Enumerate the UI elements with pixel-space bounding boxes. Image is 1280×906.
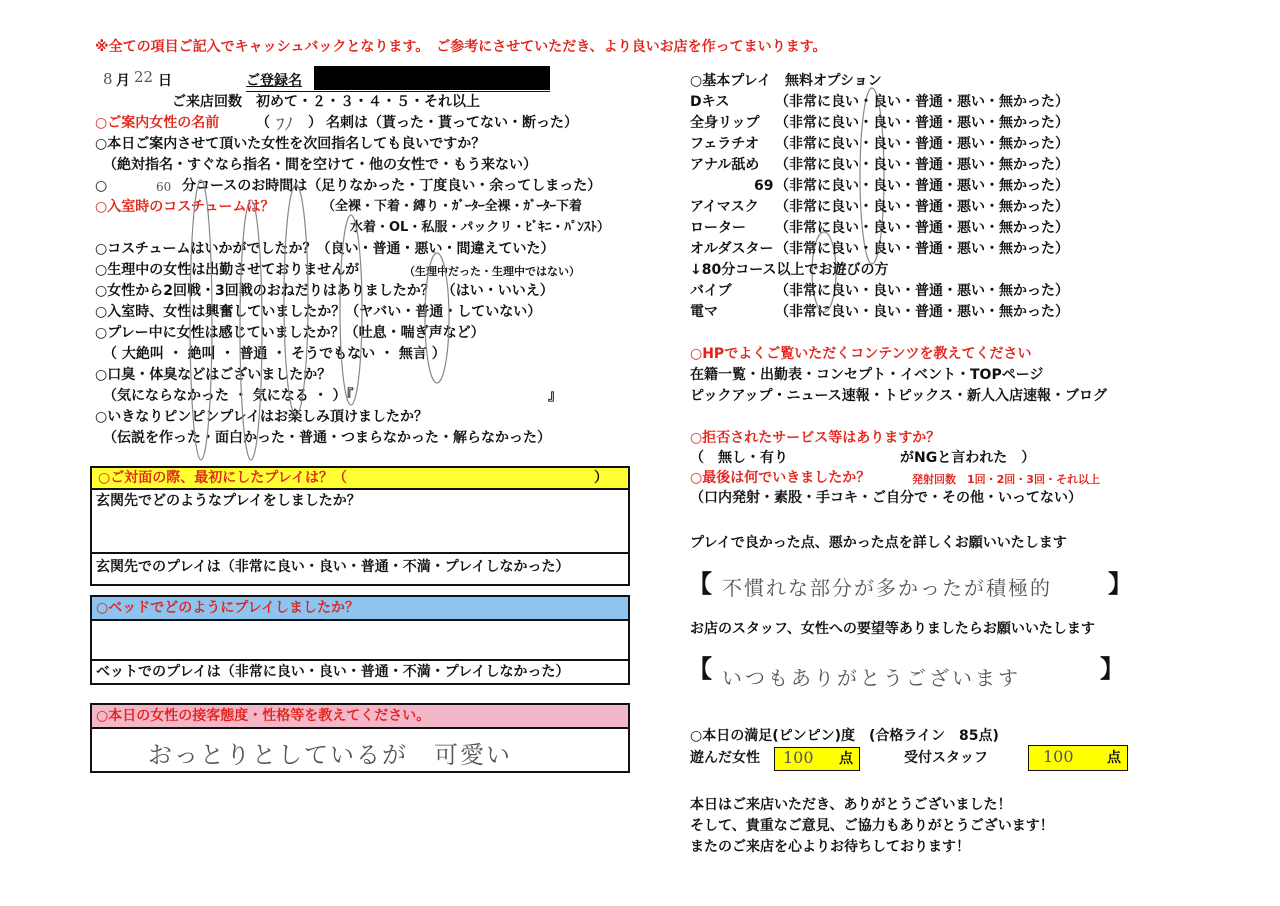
option-rating-rotor: （非常に良い・良い・普通・悪い・無かった） <box>775 220 1069 236</box>
option-label-full-lip: 全身リップ <box>690 115 760 131</box>
period-question: ○生理中の女性は出勤させておりませんが <box>95 262 360 278</box>
option-label-oldaster: オルダスター <box>690 241 774 257</box>
excited-question: ○入室時、女性は興奮していましたか？（ヤバい・普通・していない） <box>95 304 542 320</box>
option-label-d-kiss: Dキス <box>690 94 730 110</box>
bed-play-box <box>90 595 630 685</box>
date-day-handwritten: 22 <box>134 68 154 86</box>
pinpin-options: （伝説を作った・面白かった・普通・つまらなかった・解らなかった） <box>103 430 551 446</box>
refused-service-options: （ 無し・有り がNGと言われた ） <box>690 450 1036 466</box>
feel-options: （ 大絶叫 ・ 絶叫 ・ 普通 ・ そうでもない ・ 無言 ） <box>103 346 446 362</box>
satisfaction-header: ○本日の満足(ピンピン)度 (合格ライン 85点) <box>690 728 999 744</box>
guide-name-handwritten: ﾌﾉ <box>276 115 293 135</box>
date-month-label: 月 <box>116 73 130 89</box>
good-bad-question: プレイで良かった点、悪かった点を詳しくお願いいたします <box>690 535 1067 551</box>
hp-contents-header: ○HPでよくご覧いただくコンテンツを教えてください <box>690 346 1032 362</box>
reception-staff-label: 受付スタッフ <box>904 750 988 766</box>
request-bracket-close: 】 <box>1100 655 1124 683</box>
option-label-rotor: ローター <box>690 220 746 236</box>
first-play-header: ○ご対面の際、最初にしたプレイは？（ <box>98 470 347 486</box>
request-bracket-open: 【 <box>688 655 712 683</box>
costume-options-2: 水着・OL・私服・パックリ・ﾋﾞｷﾆ・ﾊﾟﾝｽﾄ） <box>350 220 610 235</box>
good-bad-bracket-open: 【 <box>688 570 712 598</box>
option-rating-vibe: （非常に良い・良い・普通・悪い・無かった） <box>775 283 1069 299</box>
first-play-box <box>90 466 630 586</box>
circle-mark-2 <box>240 200 262 460</box>
circle-mark-1 <box>190 180 212 460</box>
thanks-line-1: 本日はご来店いただき、ありがとうございました！ <box>690 797 1012 813</box>
registration-label: ご登録名 <box>246 73 302 89</box>
visit-count: ご来店回数 初めて・２・３・４・５・それ以上 <box>172 94 480 110</box>
thanks-line-3: またのご来店を心よりお待ちしております！ <box>690 839 970 855</box>
hp-contents-line-1: 在籍一覧・出勤表・コンセプト・イベント・TOPページ <box>690 367 1044 383</box>
good-bad-bracket-close: 】 <box>1108 570 1132 598</box>
next-nominate-question: ○本日ご案内させて頂いた女性を次回指名しても良いですか？ <box>95 136 486 152</box>
guide-name-paren-open: （ <box>256 115 270 131</box>
bed-play-divider <box>92 659 628 661</box>
finish-header: ○最後は何でいきましたか？ <box>690 470 871 486</box>
next-nominate-options: （絶対指名・すぐなら指名・間を空けて・他の女性で・もう来ない） <box>103 157 537 173</box>
option-label-fellatio: フェラチオ <box>690 136 760 152</box>
reception-score-box <box>1028 745 1128 771</box>
request-answer-handwritten: いつもありがとうございます <box>722 666 1021 690</box>
option-label-vibe: バイブ <box>690 283 732 299</box>
round-question: ○女性から2回戦・3回戦のおねだりはありましたか？ （はい・いいえ） <box>95 283 554 299</box>
feel-question: ○プレー中に女性は感じていましたか？（吐息・喘ぎ声など） <box>95 325 485 341</box>
attitude-box <box>90 703 630 773</box>
option-rating-69: （非常に良い・良い・普通・悪い・無かった） <box>775 178 1069 194</box>
circle-mark-5 <box>425 253 449 383</box>
circle-mark-3 <box>284 185 308 415</box>
first-play-divider <box>92 552 628 554</box>
odor-question: ○口臭・体臭などはございましたか？ <box>95 367 332 383</box>
over-80-min-note: ↓80分コース以上でお遊びの方 <box>690 262 889 278</box>
circle-mark-4 <box>340 215 362 405</box>
finish-options: （口内発射・素股・手コキ・ご自分で・その他・いってない） <box>690 490 1082 506</box>
guide-name-label: ○ご案内女性の名前 <box>95 115 220 131</box>
hp-contents-line-2: ピックアップ・ニュース速報・トピックス・新人入店速報・ブログ <box>690 388 1108 404</box>
date-day-label: 日 <box>158 73 172 89</box>
option-rating-d-kiss: （非常に良い・良い・普通・悪い・無かった） <box>775 94 1069 110</box>
pinpin-question: ○いきなりピンピンプレイはお楽しみ頂けましたか？ <box>95 409 428 425</box>
entrance-play-question: 玄関先でどのようなプレイをしましたか？ <box>96 493 361 509</box>
request-question: お店のスタッフ、女性への要望等ありましたらお願いいたします <box>690 621 1095 637</box>
option-rating-oldaster: （非常に良い・良い・普通・悪い・無かった） <box>775 241 1069 257</box>
odor-bracket-close: 』 <box>548 388 562 404</box>
attitude-answer-handwritten: おっとりとしているが 可愛い <box>148 741 512 769</box>
option-label-denma: 電マ <box>690 304 718 320</box>
period-options: （生理中だった・生理中ではない） <box>404 265 580 278</box>
option-rating-fellatio: （非常に良い・良い・普通・悪い・無かった） <box>775 136 1069 152</box>
option-rating-eye-mask: （非常に良い・良い・普通・悪い・無かった） <box>775 199 1069 215</box>
reception-score-handwritten: 100 <box>1043 747 1074 766</box>
course-mark: ○ <box>95 178 108 194</box>
date-month-handwritten: 8 <box>103 70 113 88</box>
played-woman-label: 遊んだ女性 <box>690 750 760 766</box>
option-label-anal-lick: アナル舐め <box>690 157 760 173</box>
bed-play-header: ○ベッドでどのようにプレイしましたか？ <box>96 600 359 616</box>
played-woman-score-handwritten: 100 <box>783 748 814 767</box>
played-woman-score-unit: 点 <box>839 751 853 767</box>
business-card-question: 名刺は（貰った・貰ってない・断った） <box>326 115 578 131</box>
reception-score-unit: 点 <box>1107 750 1121 766</box>
basic-play-header: ○基本プレイ 無料オプション <box>690 73 882 89</box>
costume-question: ○入室時のコスチュームは？ <box>95 199 275 215</box>
good-bad-answer-handwritten: 不慣れな部分が多かったが積極的 <box>722 576 1052 600</box>
finish-count-options: 発射回数 1回・2回・3回・それ以上 <box>912 473 1100 486</box>
notice-text: ※全ての項目ご記入でキャッシュバックとなります。 ご参考にさせていただき、より良いお店を作ってまいります。 <box>95 39 827 55</box>
option-label-69: 69 <box>754 178 774 194</box>
costume-options-1: （全裸・下着・縛り・ｶﾞｰﾀｰ全裸・ｶﾞｰﾀｰ下着 <box>322 199 583 214</box>
option-rating-full-lip: （非常に良い・良い・普通・悪い・無かった） <box>775 115 1069 131</box>
refused-service-header: ○拒否されたサービス等はありますか？ <box>690 430 941 446</box>
costume-eval-question: ○コスチュームはいかがでしたか？（良い・普通・悪い・間違えていた） <box>95 241 555 257</box>
option-label-eye-mask: アイマスク <box>690 199 759 215</box>
guide-name-paren-close: ） <box>308 115 322 131</box>
course-question: 分コースのお時間は（足りなかった・丁度良い・余ってしまった） <box>182 178 602 194</box>
option-rating-denma: （非常に良い・良い・普通・悪い・無かった） <box>775 304 1069 320</box>
option-rating-anal-lick: （非常に良い・良い・普通・悪い・無かった） <box>775 157 1069 173</box>
entrance-play-rating: 玄関先でのプレイは（非常に良い・良い・普通・不満・プレイしなかった） <box>96 559 570 575</box>
attitude-header: ○本日の女性の接客態度・性格等を教えてください。 <box>96 708 431 724</box>
played-woman-score-box <box>774 747 860 771</box>
bed-play-rating: ベットでのプレイは（非常に良い・良い・普通・不満・プレイしなかった） <box>96 664 570 680</box>
first-play-header-close: ） <box>594 470 608 486</box>
odor-options: （気にならなかった ・ 気になる ・ ）『 <box>103 388 354 404</box>
course-minutes-handwritten: 60 <box>156 180 172 194</box>
thanks-line-2: そして、貴重なご意見、ご協力もありがとうございます！ <box>690 818 1054 834</box>
